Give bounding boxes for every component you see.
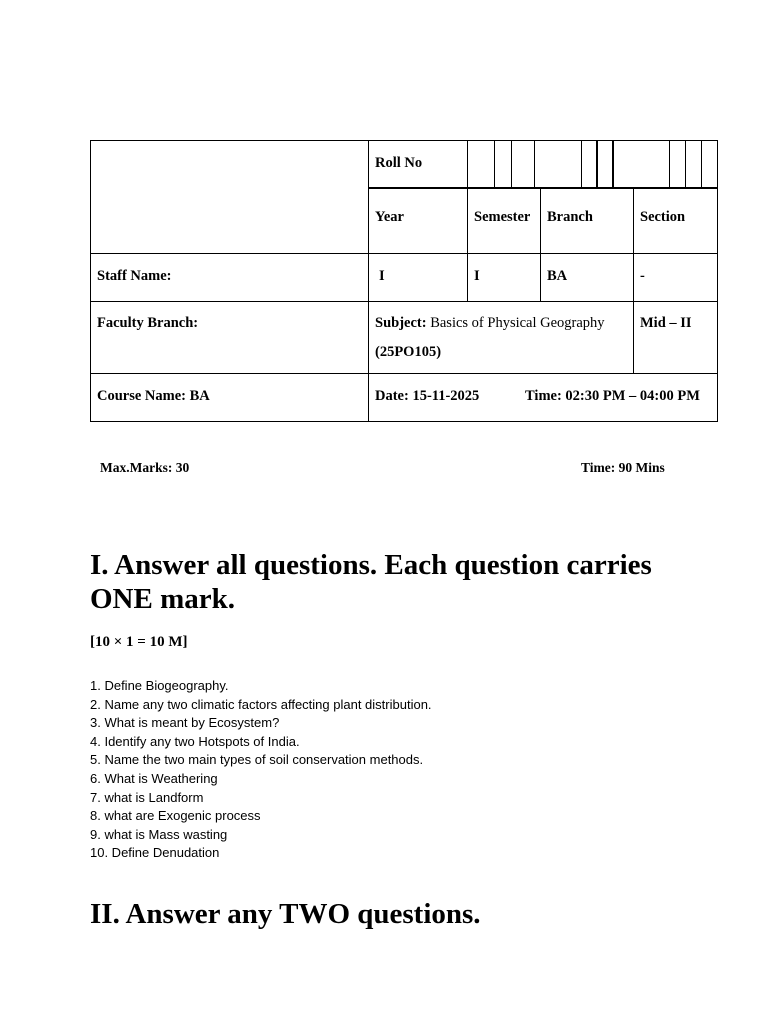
section-label: Section xyxy=(640,209,686,225)
question-item: 4. Identify any two Hotspots of India. xyxy=(90,733,300,749)
exam-time: Time: 02:30 PM – 04:00 PM xyxy=(525,388,700,404)
subject-label: Subject: xyxy=(375,315,427,331)
question-item: 9. what is Mass wasting xyxy=(90,826,228,842)
branch-label: Branch xyxy=(547,209,593,225)
staff-name-label: Staff Name: xyxy=(97,268,172,284)
question-item: 1. Define Biogeography. xyxy=(90,678,229,693)
subject-code: (25PO105) xyxy=(375,344,442,360)
subject-value: Basics of Physical Geography xyxy=(430,315,605,331)
course-name: Course Name: BA xyxy=(97,388,210,404)
question-item: 2. Name any two climatic factors affecting plant distribution. xyxy=(90,696,432,712)
question-item: 7. what is Landform xyxy=(90,789,204,805)
year-label: Year xyxy=(375,209,404,225)
semester-value: I xyxy=(474,268,480,284)
question-item: 8. what are Exogenic process xyxy=(90,808,261,824)
exam-date: Date: 15-11-2025 xyxy=(375,388,480,404)
question-item: 10. Define Denudation xyxy=(90,845,220,861)
question-list xyxy=(90,677,432,863)
year-value: I xyxy=(379,268,385,284)
question-item: 3. What is meant by Ecosystem? xyxy=(90,715,280,731)
semester-label: Semester xyxy=(474,209,531,225)
subject-line xyxy=(375,315,605,332)
section-1-title-line2: ONE mark. xyxy=(90,583,235,615)
duration: Time: 90 Mins xyxy=(581,460,665,475)
section-1-marks-note: [10 × 1 = 10 M] xyxy=(90,634,188,650)
section-value: - xyxy=(640,268,645,284)
branch-value: BA xyxy=(547,268,568,284)
faculty-branch-label: Faculty Branch: xyxy=(97,315,199,331)
max-marks: Max.Marks: 30 xyxy=(100,460,190,475)
section-1-title xyxy=(90,548,652,616)
section-1-title-line1: I. Answer all questions. Each question carries xyxy=(90,549,652,581)
exam-label: Mid – II xyxy=(640,315,692,331)
question-item: 5. Name the two main types of soil conservation methods. xyxy=(90,752,424,768)
question-item: 6. What is Weathering xyxy=(90,770,218,786)
roll-no-label: Roll No xyxy=(375,155,423,171)
section-2-title: II. Answer any TWO questions. xyxy=(90,898,481,930)
